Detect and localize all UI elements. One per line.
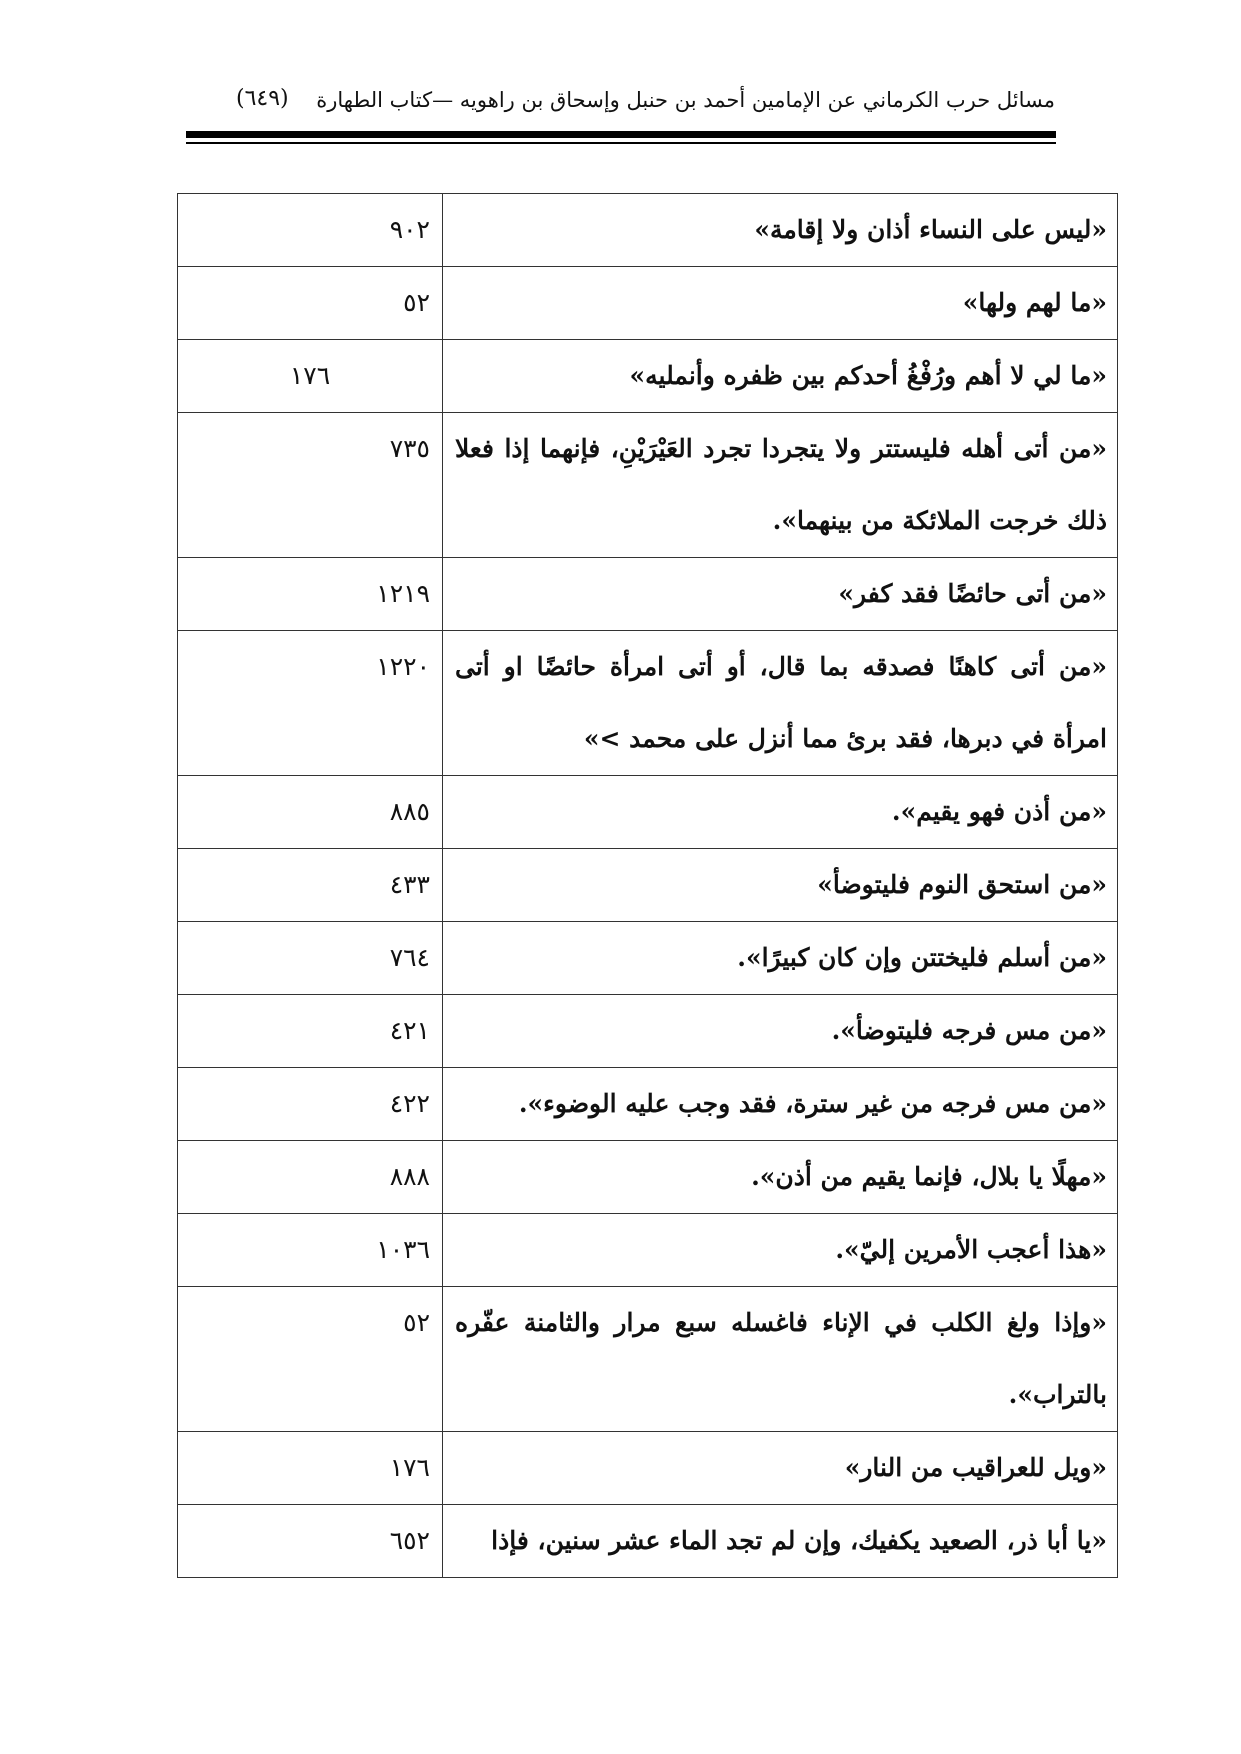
hadith-number: ٤٣٣ <box>178 849 443 922</box>
page-number: (٦٤٩) <box>236 86 289 111</box>
table-row <box>178 194 1118 267</box>
table-row <box>178 1214 1118 1287</box>
hadith-number: ١٧٦ <box>178 1432 443 1505</box>
hadith-number: ٥٢ <box>178 1287 443 1432</box>
hadith-text: «من أتى كاهنًا فصدقه بما قال، أو أتى امرأة حائضًا او أتى امرأة في دبرها، فقد برئ مما أنزل على محمد >» <box>443 631 1118 776</box>
hadith-text: «هذا أعجب الأمرين إليّ». <box>443 1214 1118 1287</box>
hadith-number: ١٢٢٠ <box>178 631 443 776</box>
header-rule-thick <box>186 131 1056 138</box>
hadith-text: «ليس على النساء أذان ولا إقامة» <box>443 194 1118 267</box>
table-row <box>178 631 1118 776</box>
hadith-text: «ويل للعراقيب من النار» <box>443 1432 1118 1505</box>
hadith-number: ٥٢ <box>178 267 443 340</box>
hadith-text: «من أسلم فليختتن وإن كان كبيرًا». <box>443 922 1118 995</box>
table-row <box>178 922 1118 995</box>
table-row <box>178 558 1118 631</box>
hadith-text: «وإذا ولغ الكلب في الإناء فاغسله سبع مرار والثامنة عفّره بالتراب». <box>443 1287 1118 1432</box>
hadith-text: «مهلًا يا بلال، فإنما يقيم من أذن». <box>443 1141 1118 1214</box>
hadith-text: «من مس فرجه من غير سترة، فقد وجب عليه الوضوء». <box>443 1068 1118 1141</box>
hadith-number: ١٢١٩ <box>178 558 443 631</box>
header-title: مسائل حرب الكرماني عن الإمامين أحمد بن حنبل وإسحاق بن راهويه —كتاب الطهارة <box>316 88 1055 112</box>
hadith-text: «ما لهم ولها» <box>443 267 1118 340</box>
hadith-number: ٦٥٢ <box>178 1505 443 1578</box>
running-header <box>190 84 1055 124</box>
table-row <box>178 1068 1118 1141</box>
table-row <box>178 1141 1118 1214</box>
table-row <box>178 849 1118 922</box>
table-row <box>178 1432 1118 1505</box>
hadith-text: «من استحق النوم فليتوضأ» <box>443 849 1118 922</box>
table-row <box>178 1505 1118 1578</box>
hadith-number: ٤٢١ <box>178 995 443 1068</box>
header-rule-thin <box>186 142 1056 144</box>
table-row <box>178 267 1118 340</box>
table-row <box>178 413 1118 558</box>
hadith-number: ٤٢٢ <box>178 1068 443 1141</box>
hadith-number: ١٠٣٦ <box>178 1214 443 1287</box>
hadith-number: ٨٨٨ <box>178 1141 443 1214</box>
hadith-text: «من مس فرجه فليتوضأ». <box>443 995 1118 1068</box>
hadith-text: «ما لي لا أهم ورُفْغُ أحدكم بين ظفره وأنمليه» <box>443 340 1118 413</box>
table-row <box>178 340 1118 413</box>
hadith-text: «من أتى أهله فليستتر ولا يتجردا تجرد العَيْرَيْنِ، فإنهما إذا فعلا ذلك خرجت الملائكة من بينهما». <box>443 413 1118 558</box>
hadith-text: «من أتى حائضًا فقد كفر» <box>443 558 1118 631</box>
hadith-number: ٨٨٥ <box>178 776 443 849</box>
hadith-number: ٧٣٥ <box>178 413 443 558</box>
hadith-index-table <box>177 193 1118 1578</box>
hadith-number: ٧٦٤ <box>178 922 443 995</box>
hadith-text: «من أذن فهو يقيم». <box>443 776 1118 849</box>
hadith-text: «يا أبا ذر، الصعيد يكفيك، وإن لم تجد الماء عشر سنين، فإذا <box>443 1505 1118 1578</box>
table-row <box>178 776 1118 849</box>
table-row <box>178 1287 1118 1432</box>
hadith-number: ٩٠٢ <box>178 194 443 267</box>
hadith-number: ١٧٦ <box>178 340 443 413</box>
table-row <box>178 995 1118 1068</box>
